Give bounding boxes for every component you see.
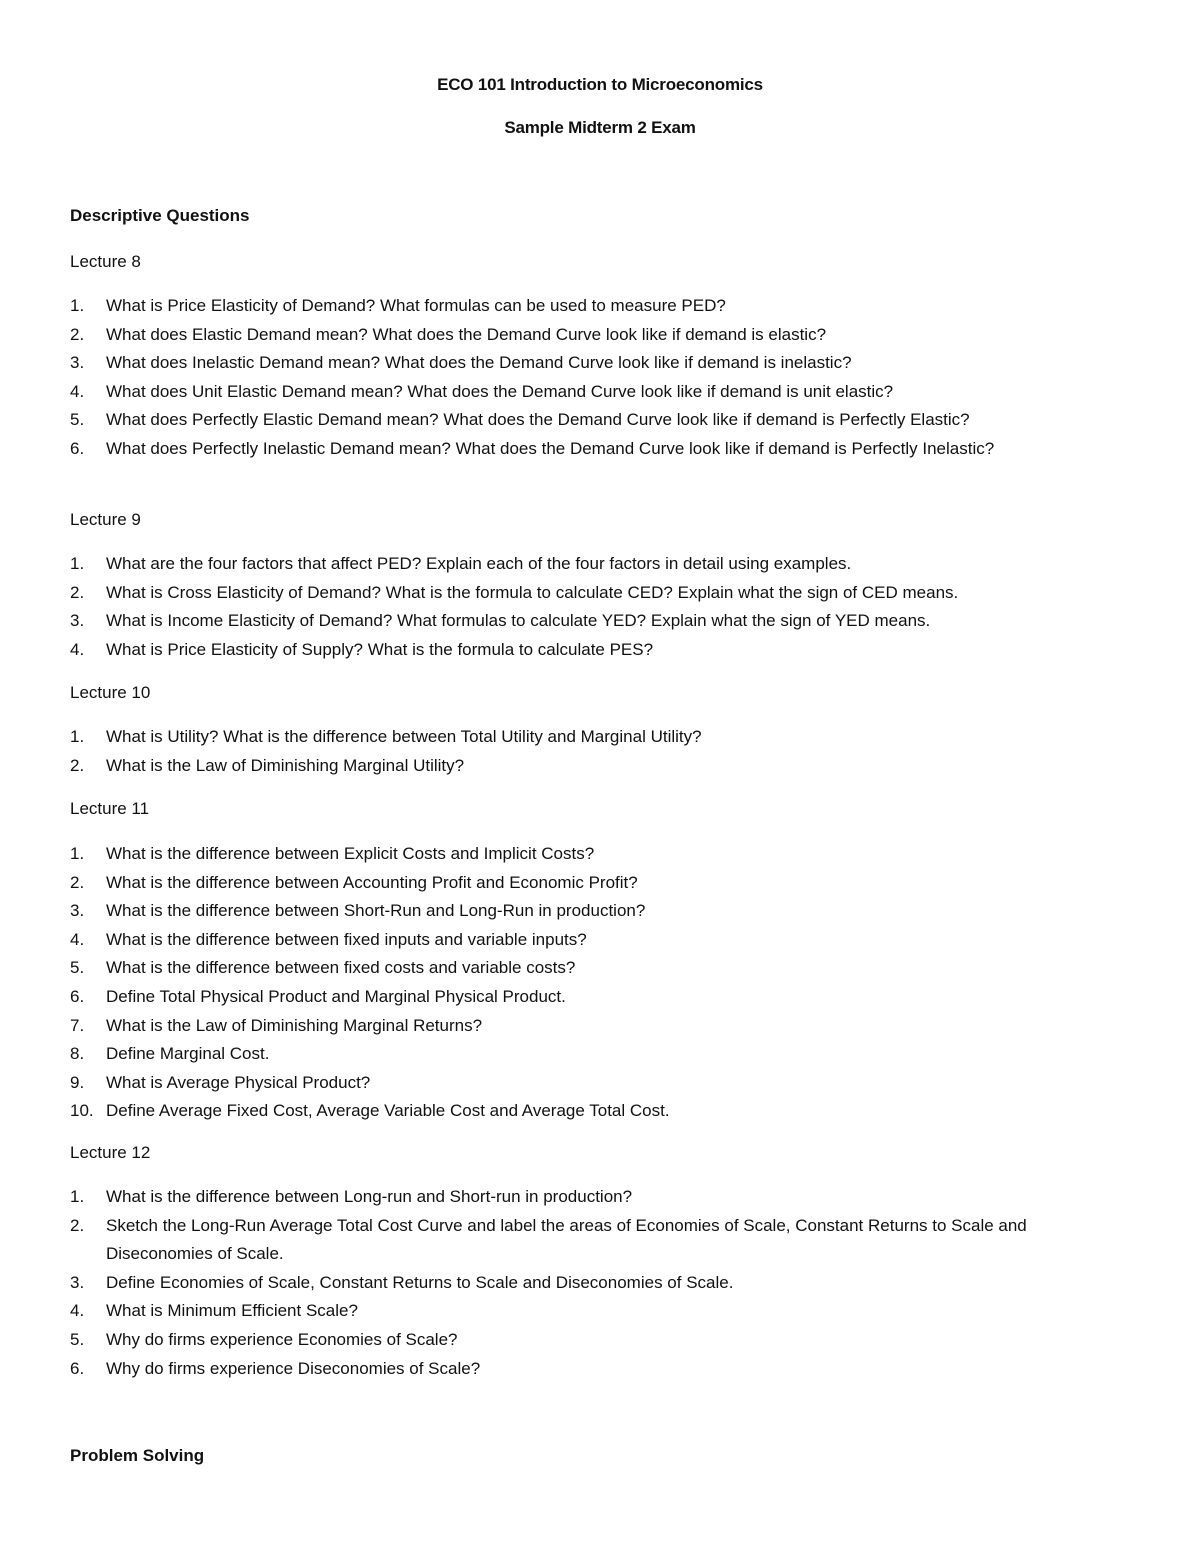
question-text: What is the difference between fixed costs and variable costs? [106,958,576,978]
question-text: What is the difference between Short-Run and Long-Run in production? [106,901,646,921]
question-number: 8. [70,1044,85,1064]
list-item [70,1355,1130,1384]
list-item [70,1012,1130,1041]
question-number: 10. [70,1101,94,1121]
question-number: 2. [70,582,85,602]
question-text: What is the difference between Explicit Costs and Implicit Costs? [106,844,595,863]
question-text: What is the Law of Diminishing Marginal Returns? [106,1015,483,1035]
list-item [70,321,1130,350]
question-number: 3. [70,901,85,921]
question-text: What is Minimum Efficient Scale? [106,1301,358,1321]
question-text: What is Average Physical Product? [106,1072,371,1092]
list-item [70,983,1130,1012]
question-number: 2. [70,1215,85,1235]
question-text: Define Total Physical Product and Marginal Physical Product. [106,986,566,1006]
list-item [70,607,1130,636]
problem-solving-heading: Problem Solving [70,1446,205,1465]
list-item [70,406,1130,435]
list-item [70,1097,1130,1126]
lecture-8-question-list [70,292,1130,464]
question-number: 2. [70,755,85,775]
list-item [70,292,1130,321]
question-text: Define Economies of Scale, Constant Returns to Scale and Diseconomies of Scale. [106,1272,734,1292]
list-item [70,636,1130,665]
list-item [70,897,1130,926]
question-number: 3. [70,611,85,631]
lecture-12-question-list [70,1183,1130,1383]
question-number: 7. [70,1015,85,1035]
list-item [70,752,1130,781]
question-text: What is the Law of Diminishing Marginal Utility? [106,755,465,775]
list-item [70,1183,1130,1212]
list-item [70,1297,1130,1326]
question-text: What does Elastic Demand mean? What does the Demand Curve look like if demand is elastic? [106,324,827,344]
list-item [70,840,1130,869]
question-number: 2. [70,872,85,892]
question-number: 4. [70,381,85,401]
question-number: 9. [70,1072,85,1092]
course-title: ECO 101 Introduction to Microeconomics [437,75,763,94]
question-text: What does Unit Elastic Demand mean? What does the Demand Curve look like if demand is unit elastic? [106,381,894,401]
list-item [70,926,1130,955]
question-text: What does Inelastic Demand mean? What does the Demand Curve look like if demand is inelastic? [106,353,852,373]
question-number: 6. [70,438,85,458]
question-text: What is the difference between fixed inputs and variable inputs? [106,929,587,949]
question-number: 4. [70,929,85,949]
question-text: Define Marginal Cost. [106,1044,270,1064]
question-number: 1. [70,296,85,315]
question-number: 5. [70,410,85,430]
question-text: What are the four factors that affect PED? Explain each of the four factors in detail using examples. [106,554,852,573]
exam-title: Sample Midterm 2 Exam [504,118,696,137]
question-number: 3. [70,1272,85,1292]
lecture-9-question-list [70,550,1130,664]
question-number: 3. [70,353,85,373]
question-number: 1. [70,1187,85,1206]
question-text: Define Average Fixed Cost, Average Variable Cost and Average Total Cost. [106,1101,670,1121]
list-item [70,550,1130,579]
list-item [70,435,1130,464]
question-text: What is Price Elasticity of Demand? What formulas can be used to measure PED? [106,296,726,315]
question-text: Why do firms experience Diseconomies of Scale? [106,1358,481,1378]
question-text: What is the difference between Long-run and Short-run in production? [106,1187,633,1206]
question-number: 6. [70,1358,85,1378]
question-number: 2. [70,324,85,344]
question-number: 5. [70,958,85,978]
question-text: What is Cross Elasticity of Demand? What is the formula to calculate CED? Explain what the sign of CED means. [106,582,959,602]
question-text: What is Price Elasticity of Supply? What is the formula to calculate PES? [106,639,654,659]
lecture-10-label: Lecture 10 [70,683,151,702]
list-item [70,1269,1130,1298]
question-text: What is the difference between Accounting Profit and Economic Profit? [106,872,638,892]
list-item [70,579,1130,608]
question-number: 1. [70,727,85,746]
lecture-10-question-list [70,723,1130,780]
lecture-11-label: Lecture 11 [70,799,150,818]
lecture-11-question-list [70,840,1130,1126]
question-text: Sketch the Long-Run Average Total Cost Curve and label the areas of Economies of Scale, Constant Returns to Scale and Diseconomies of Scale. [106,1215,1027,1264]
question-text: What does Perfectly Inelastic Demand mean? What does the Demand Curve look like if demand is Perfectly Inelastic? [106,438,995,458]
list-item [70,378,1130,407]
question-number: 5. [70,1329,85,1349]
list-item [70,1069,1130,1098]
list-item [70,1212,1130,1269]
question-text: Why do firms experience Economies of Scale? [106,1329,458,1349]
question-number: 1. [70,554,85,573]
list-item [70,869,1130,898]
question-number: 4. [70,1301,85,1321]
lecture-9-label: Lecture 9 [70,510,141,529]
lecture-12-label: Lecture 12 [70,1143,151,1162]
descriptive-questions-heading: Descriptive Questions [70,206,250,225]
question-text: What is Income Elasticity of Demand? What formulas to calculate YED? Explain what the sign of YED means. [106,611,931,631]
list-item [70,954,1130,983]
question-number: 6. [70,986,85,1006]
list-item [70,1040,1130,1069]
question-number: 1. [70,844,85,863]
list-item [70,1326,1130,1355]
lecture-8-label: Lecture 8 [70,252,141,271]
question-number: 4. [70,639,85,659]
list-item [70,723,1130,752]
question-text: What is Utility? What is the difference between Total Utility and Marginal Utility? [106,727,702,746]
list-item [70,349,1130,378]
question-text: What does Perfectly Elastic Demand mean? What does the Demand Curve look like if demand is Perfectly Elastic? [106,410,970,430]
